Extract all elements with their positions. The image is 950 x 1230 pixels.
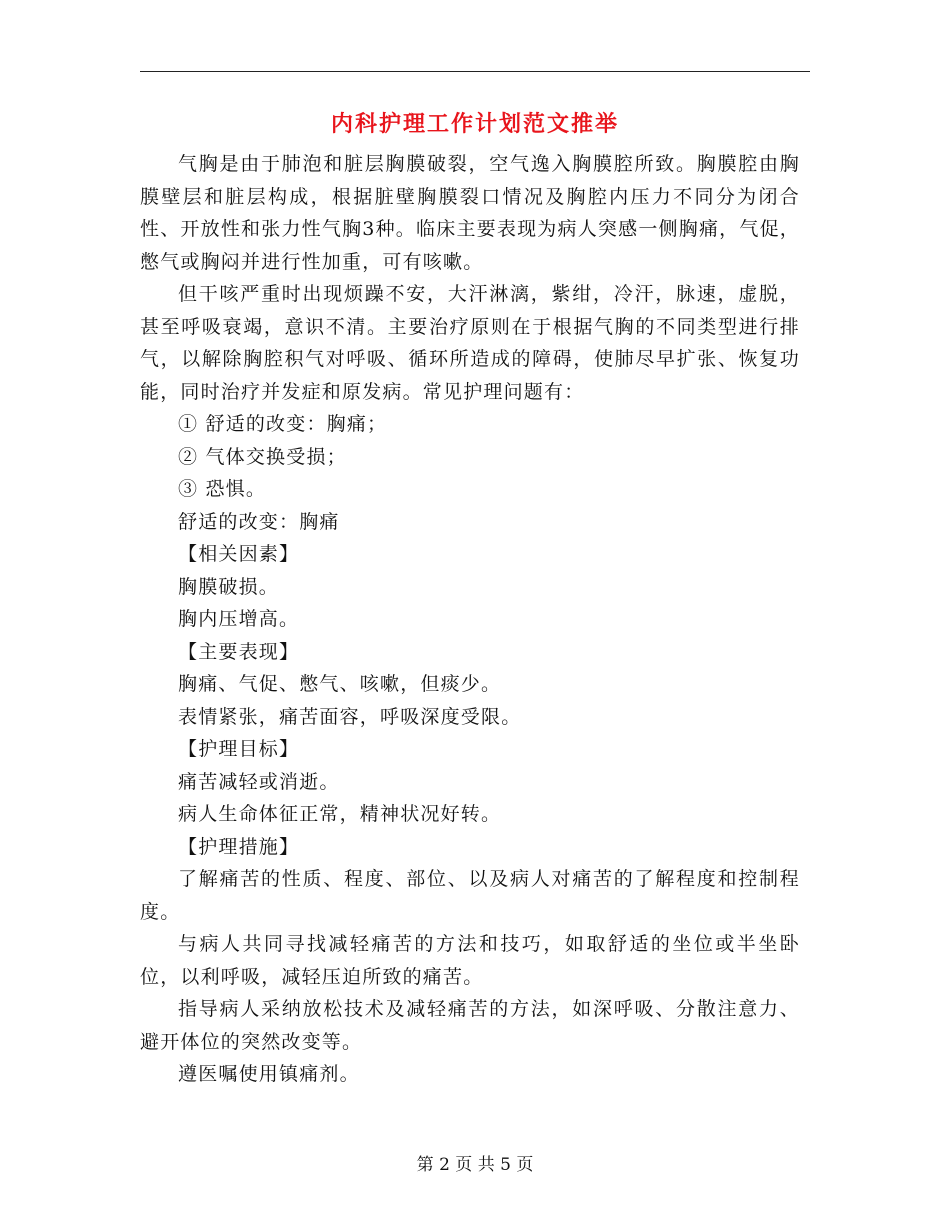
list-item: 病人生命体征正常，精神状况好转。 [178, 803, 502, 825]
list-item: ① 舒适的改变：胸痛； [178, 413, 388, 435]
section-heading: 舒适的改变：胸痛 [178, 510, 340, 533]
section-label: 【相关因素】 [178, 543, 300, 565]
list-item: 胸膜破损。 [178, 575, 280, 598]
paragraph: 遵医嘱使用镇痛剂。 [178, 1063, 360, 1085]
list-item: 胸痛、气促、憋气、咳嗽，但痰少。 [178, 673, 502, 695]
header-rule [140, 71, 810, 72]
paragraph: 指导病人采纳放松技术及减轻痛苦的方法，如深呼吸、分散注意力、避开体位的突然改变等。 [140, 998, 800, 1053]
paragraph: 气胸是由于肺泡和脏层胸膜破裂，空气逸入胸膜腔所致。胸膜腔由胸膜壁层和脏层构成，根据脏壁胸膜裂口情况及胸腔内压力不同分为闭合性、开放性和张力性气胸3种。临床主要表现为病人突感一侧胸痛，气促，憋气或胸闷并进行性加重，可有咳嗽。 [140, 153, 800, 273]
section-label: 【主要表现】 [178, 640, 300, 663]
document-title: 内科护理工作计划范文推举 [330, 112, 619, 137]
document-body [140, 148, 800, 1091]
list-item: 痛苦减轻或消逝。 [178, 770, 340, 793]
list-item: 胸内压增高。 [178, 608, 300, 630]
paragraph: 与病人共同寻找减轻痛苦的方法和技巧，如取舒适的坐位或半坐卧位，以利呼吸，减轻压迫所致的痛苦。 [140, 933, 800, 988]
section-label: 【护理措施】 [178, 835, 300, 858]
section-label: 【护理目标】 [178, 738, 300, 760]
list-item: ③ 恐惧。 [178, 478, 267, 500]
paragraph: 但干咳严重时出现烦躁不安，大汗淋漓，紫绀，冷汗，脉速，虚脱，甚至呼吸衰竭，意识不清。主要治疗原则在于根据气胸的不同类型进行排气，以解除胸腔积气对呼吸、循环所造成的障碍，使肺尽早扩张、恢复功能，同时治疗并发症和原发病。常见护理问题有： [140, 283, 800, 403]
list-item: 表情紧张，痛苦面容，呼吸深度受限。 [178, 705, 522, 728]
list-item: ② 气体交换受损； [178, 445, 347, 468]
page-number: 第 2 页 共 5 页 [416, 1155, 534, 1175]
paragraph: 了解痛苦的性质、程度、部位、以及病人对痛苦的了解程度和控制程度。 [140, 868, 800, 923]
